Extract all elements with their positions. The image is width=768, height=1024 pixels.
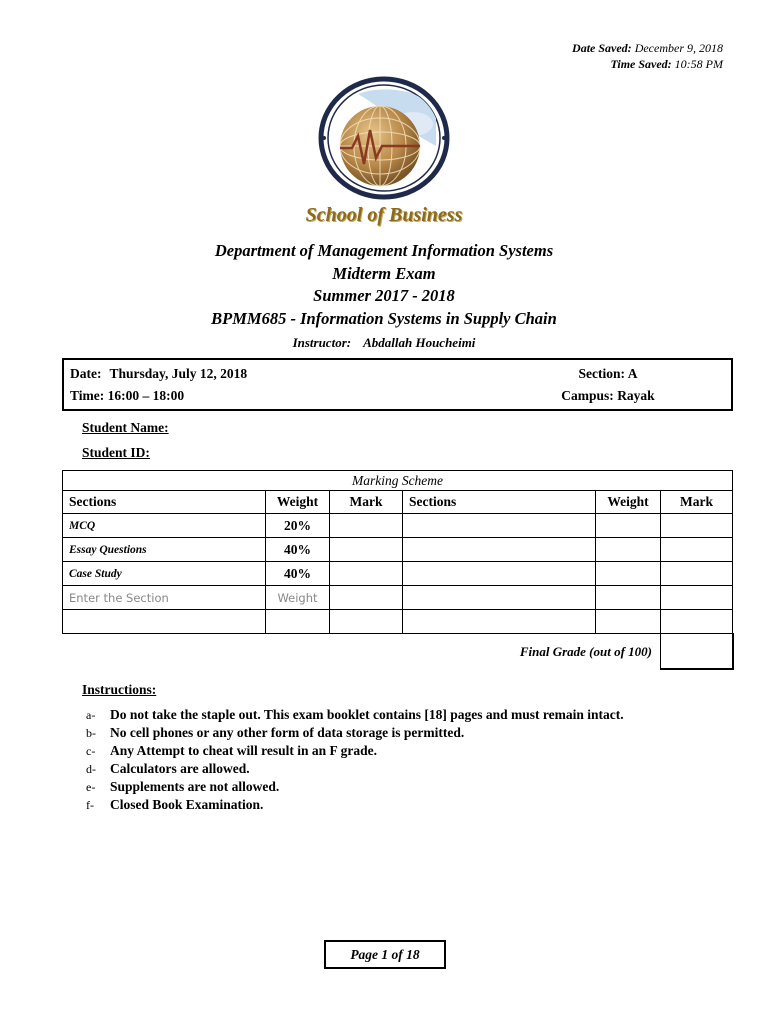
instructions-list [86,706,624,814]
section-cell-2[interactable] [403,586,596,610]
marking-scheme-table [62,470,734,670]
mark-cell-2[interactable] [661,514,733,538]
item-marker: a- [86,708,96,722]
date-value: Thursday, July 12, 2018 [109,366,248,381]
time-label: Time: [70,388,105,403]
mark-cell[interactable] [330,586,403,610]
mark-cell-2[interactable] [661,586,733,610]
date-label: Date: [70,366,102,381]
exam-info-box [62,358,733,411]
time-value: 16:00 – 18:00 [107,388,185,403]
item-marker: c- [86,744,96,758]
term-title: Summer 2017 - 2018 [313,286,455,305]
item-text: No cell phones or any other form of data storage is permitted. [110,725,465,740]
item-text: Closed Book Examination. [110,797,264,812]
header-weight-2: Weight [596,491,661,514]
section-cell-2[interactable] [403,610,596,634]
date-saved-label: Date Saved: [572,41,632,55]
exam-title: Midterm Exam [332,263,436,283]
table-header-row [63,491,733,514]
header-mark-2: Mark [661,491,733,514]
list-item [86,778,624,796]
table-row [63,538,733,562]
weight-cell: 40% [266,562,330,586]
list-item [86,742,624,760]
weight-cell-2[interactable] [596,538,661,562]
campus-label: Campus: [561,388,614,403]
item-text: Any Attempt to cheat will result in an F grade. [110,743,377,758]
section-cell-2[interactable] [403,538,596,562]
section-cell: Essay Questions [63,538,266,562]
saved-stamp [572,40,723,72]
list-item [86,706,624,724]
final-grade-label: Final Grade (out of 100) [519,643,652,659]
item-text: Supplements are not allowed. [110,779,280,794]
weight-cell-2[interactable] [596,562,661,586]
section-cell-2[interactable] [403,562,596,586]
item-marker: b- [86,726,96,740]
list-item [86,760,624,778]
student-id-label: Student ID: [82,445,150,460]
header-sections-2: Sections [403,491,596,514]
date-saved-value: December 9, 2018 [634,41,723,55]
section-value: A [627,366,638,381]
exam-titles [0,240,768,330]
mark-cell-2[interactable] [661,562,733,586]
item-text: Calculators are allowed. [110,761,250,776]
mark-cell[interactable] [330,562,403,586]
section-cell-2[interactable] [403,514,596,538]
mark-cell[interactable] [330,538,403,562]
weight-cell: 20% [266,514,330,538]
mark-cell[interactable] [330,514,403,538]
table-row [63,562,733,586]
final-grade-row [63,634,733,670]
mark-cell-2[interactable] [661,610,733,634]
table-row [63,514,733,538]
weight-cell[interactable] [266,610,330,634]
section-cell: MCQ [63,514,266,538]
time-saved-value: 10:58 PM [674,57,723,71]
item-text: Do not take the staple out. This exam booklet contains [18] pages and must remain intact. [110,707,624,722]
instructor-label: Instructor: [292,335,352,350]
header-mark: Mark [330,491,403,514]
campus-value: Rayak [617,388,655,403]
globe-heartbeat-logo-icon [318,76,450,200]
list-item [86,724,624,742]
header-sections: Sections [63,491,266,514]
instructor-name: Abdallah Houcheimi [363,335,476,350]
table-row [63,610,733,634]
instructor-line [0,335,768,351]
weight-cell-2[interactable] [596,586,661,610]
instructions-title: Instructions: [82,682,157,697]
marking-scheme-caption: Marking Scheme [63,471,733,491]
weight-cell-2[interactable] [596,514,661,538]
header-weight: Weight [266,491,330,514]
section-cell[interactable] [63,610,266,634]
item-marker: f- [86,798,94,812]
student-name-label: Student Name: [82,420,169,435]
department-title: Department of Management Information Systems [214,241,554,260]
item-marker: d- [86,762,96,776]
section-label: Section: [578,366,626,381]
page-number: Page 1 of 18 [324,940,446,969]
weight-placeholder-field[interactable]: Weight [266,586,330,610]
school-name: School of Business [305,204,463,226]
weight-cell: 40% [266,538,330,562]
item-marker: e- [86,780,96,794]
final-grade-box[interactable] [661,634,733,670]
time-saved-label: Time Saved: [610,57,672,71]
section-placeholder-field[interactable]: Enter the Section [63,586,266,610]
section-cell: Case Study [63,562,266,586]
mark-cell-2[interactable] [661,538,733,562]
course-title: BPMM685 - Information Systems in Supply Chain [211,308,557,328]
table-row [63,586,733,610]
list-item [86,796,624,814]
mark-cell[interactable] [330,610,403,634]
weight-cell-2[interactable] [596,610,661,634]
